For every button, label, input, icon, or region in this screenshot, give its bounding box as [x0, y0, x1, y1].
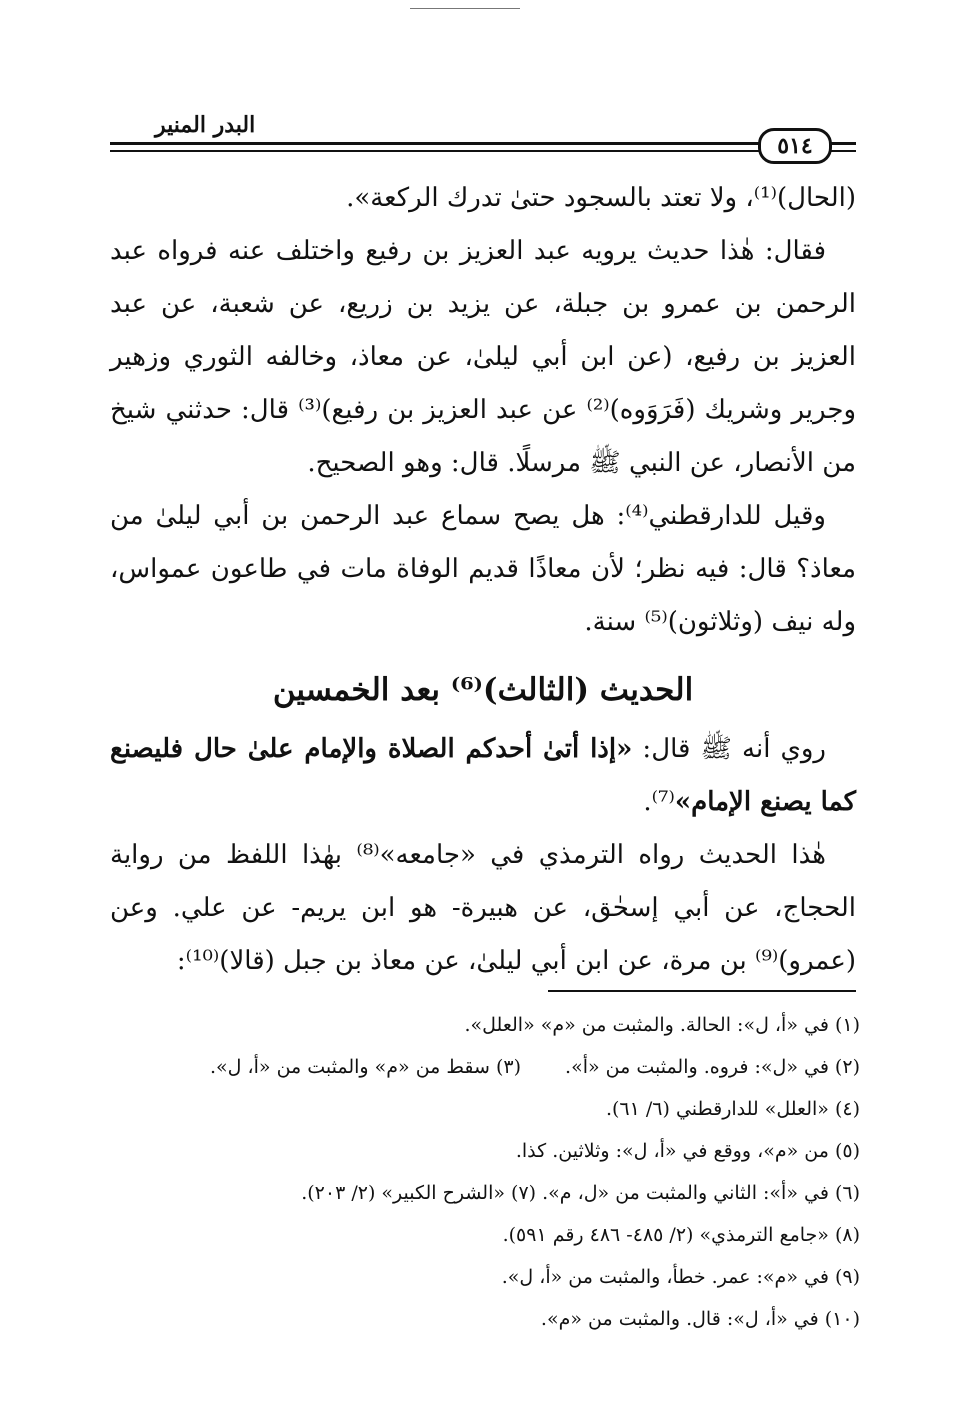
footnote: (٨) «جامع الترمذي» (٢/ ٤٨٥- ٤٨٦ رقم ٥٩١).: [502, 1224, 860, 1246]
footnote: (٢) في «ل»: فروه. والمثبت من «أ».: [565, 1056, 860, 1078]
footnote: (٥) من «م»، ووقع في «أ، ل»: وثلاثين. كذا.: [515, 1140, 860, 1162]
footnotes: [110, 1004, 860, 1340]
running-header: [110, 112, 856, 162]
paragraph: فقال: هٰذا حديث يرويه عبد العزيز بن رفيع واختلف عنه فرواه عبد الرحمن بن عمرو بن جبلة، عن يزيد بن زريع، عن شعبة، عن عبد العزيز بن رفيع، (عن ابن أبي ليلىٰ، عن معاذ، وخالفه الثوري وزهير وجرير وشريك (فَرَوَوه)⁽²⁾ عن عبد العزيز بن رفيع)⁽³⁾ قال: حدثني شيخ من الأنصار، عن النبي ﷺ مرسلًا. قال: وهو الصحيح.: [110, 236, 856, 478]
header-rule: [110, 150, 760, 152]
paragraph: (الحال)⁽¹⁾، ولا تعتد بالسجود حتىٰ تدرك الركعة».: [346, 183, 856, 213]
paragraph: هٰذا الحديث رواه الترمذي في «جامعه»⁽⁸⁾ بهٰذا اللفظ من رواية الحجاج، عن أبي إسحٰق، عن هبيرة- هو ابن يريم- عن علي. وعن (عمرو)⁽⁹⁾ بن مرة، عن ابن أبي ليلىٰ، عن معاذ بن جبل (قالا)⁽¹⁰⁾:: [110, 840, 856, 976]
paragraph: [110, 723, 856, 829]
intro-text: روي أنه ﷺ قال:: [632, 734, 826, 764]
footnote-separator: [548, 990, 856, 992]
footnote: (٤) «العلل» للدارقطني (٦/ ٦١).: [605, 1098, 860, 1120]
footnote: (١٠) في «أ، ل»: قال. والمثبت من «م».: [540, 1308, 860, 1330]
main-text: [110, 172, 856, 988]
scan-top-mark: [410, 8, 520, 9]
footnote-gap: [521, 1046, 565, 1088]
hadith-heading: الحديث (الثالث)⁽⁶⁾ بعد الخمسين: [272, 672, 694, 708]
hadith-quote: «إذا أتىٰ أحدكم الصلاة والإمام علىٰ حال فليصنع كما يصنع الإمام»: [110, 734, 856, 817]
footnote: (٣) سقط من «م» والمثبت من «أ، ل».: [209, 1056, 522, 1078]
header-rule: [110, 142, 760, 145]
footnote: (١) في «أ، ل»: الحالة. والمثبت من «م» «العلل».: [464, 1014, 860, 1036]
paragraph: وقيل للدارقطني⁽⁴⁾: هل يصح سماع عبد الرحمن بن أبي ليلىٰ من معاذ؟ قال: فيه نظر؛ لأن معاذًا قديم الوفاة مات في طاعون عمواس، وله نيف (وثلاثون)⁽⁵⁾ سنة.: [110, 501, 856, 637]
footnote: (٩) في «م»: عمر. خطأ، والمثبت من «أ، ل».: [501, 1266, 860, 1288]
page-number: ٥١٤: [758, 128, 832, 164]
book-title: البدر المنير: [155, 112, 256, 138]
footnote: (٦) في «أ»: الثاني والمثبت من «ل، م». (٧) «الشرح الكبير» (٢/ ٢٠٣).: [301, 1182, 860, 1204]
footnote-ref: ⁽⁷⁾.: [643, 787, 675, 817]
footnote-line: [110, 1046, 860, 1088]
